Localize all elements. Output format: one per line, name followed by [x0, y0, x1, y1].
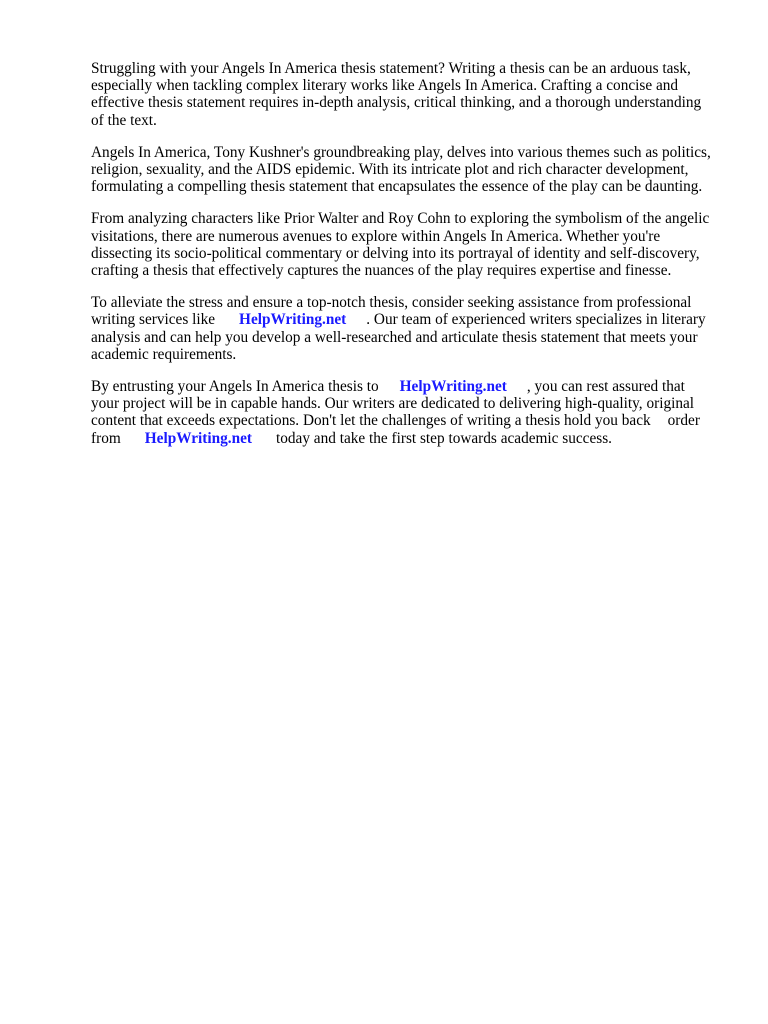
text-line: religion, sexuality, and the AIDS epidemic. With its intricate plot and rich character development,: [91, 161, 689, 179]
paragraph-call-to-action: [91, 378, 731, 447]
text-line: Struggling with your Angels In America thesis statement? Writing a thesis can be an arduous task,: [91, 60, 691, 77]
text-segment: , you can rest assured that: [526, 378, 685, 396]
paragraph-characters: [91, 210, 731, 279]
text-line: Angels In America, Tony Kushner's groundbreaking play, delves into various themes such as politics,: [91, 143, 711, 161]
text-line: formulating a compelling thesis statement that encapsulates the essence of the play can be daunting.: [91, 178, 703, 196]
helpwriting-link-3[interactable]: HelpWriting.net: [144, 429, 252, 447]
text-line: of the text.: [91, 111, 157, 129]
paragraph-intro: [91, 60, 731, 129]
text-segment: today and take the first step towards academic success.: [275, 429, 612, 447]
text-segment: content that exceeds expectations. Don't let the challenges of writing a thesis hold you back: [91, 412, 651, 430]
text-line: especially when tackling complex literary works like Angels In America. Crafting a concise and: [91, 77, 679, 95]
text-segment: By entrusting your Angels In America thesis to: [91, 378, 379, 396]
paragraph-assistance: [91, 294, 731, 363]
text-line-with-link: [91, 311, 731, 328]
helpwriting-link-1[interactable]: HelpWriting.net: [239, 311, 347, 329]
text-line: To alleviate the stress and ensure a top-notch thesis, consider seeking assistance from professional: [91, 294, 692, 312]
text-line: From analyzing characters like Prior Walter and Roy Cohn to exploring the symbolism of the angelic: [91, 210, 710, 228]
document-body: [91, 60, 731, 462]
paragraph-play-summary: [91, 144, 731, 196]
text-line: effective thesis statement requires in-depth analysis, critical thinking, and a thorough understanding: [91, 94, 702, 112]
text-line: your project will be in capable hands. Our writers are dedicated to delivering high-quality, original: [91, 395, 695, 413]
text-line: visitations, there are numerous avenues to explore within Angels In America. Whether you're: [91, 227, 661, 245]
text-line-with-link: [91, 378, 731, 395]
text-line: crafting a thesis that effectively captures the nuances of the play requires expertise and finesse.: [91, 262, 672, 280]
text-segment: from: [91, 429, 121, 447]
text-line: academic requirements.: [91, 345, 237, 363]
text-line: dissecting its socio-political commentary or delving into its portrayal of identity and self-discovery,: [91, 244, 700, 262]
helpwriting-link-2[interactable]: HelpWriting.net: [399, 378, 507, 396]
text-segment: writing services like: [91, 311, 216, 329]
text-segment: . Our team of experienced writers specializes in literary: [366, 311, 706, 329]
text-line-with-link: [91, 430, 731, 447]
text-segment: order: [667, 412, 700, 430]
text-line: analysis and can help you develop a well-researched and articulate thesis statement that meets your: [91, 328, 698, 346]
text-line: [91, 412, 731, 429]
